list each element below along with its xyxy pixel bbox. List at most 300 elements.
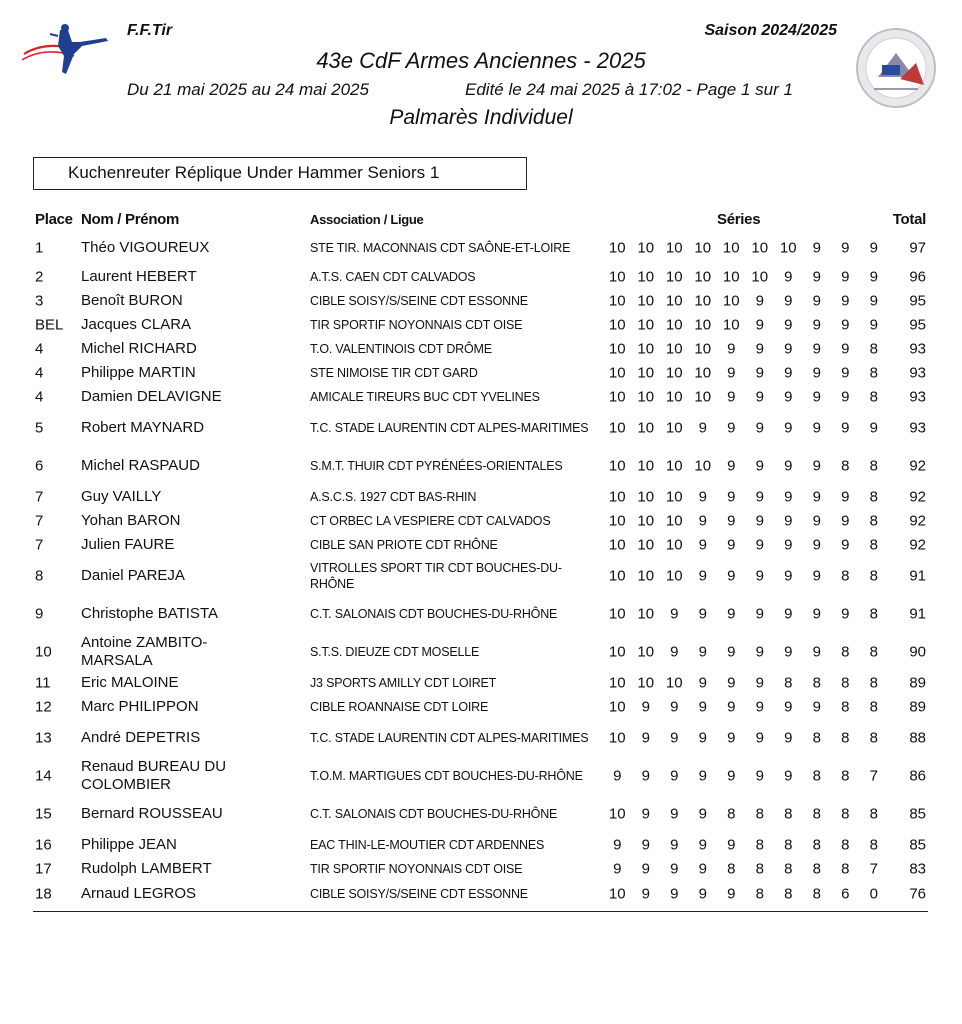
series-score: 10 <box>608 885 626 903</box>
series-score: 10 <box>608 364 626 382</box>
series-score: 10 <box>608 805 626 823</box>
association-cell: TIR SPORTIF NOYONNAIS CDT OISE <box>310 862 523 876</box>
series-cells <box>603 317 888 334</box>
series-cells <box>603 389 888 406</box>
name-cell: Philippe JEAN <box>81 836 177 853</box>
event-title: 43e CdF Armes Anciennes - 2025 <box>316 48 646 73</box>
series-score: 8 <box>727 860 736 878</box>
series-score: 9 <box>698 698 707 716</box>
total-cell: 93 <box>909 340 926 358</box>
association-cell: CIBLE SOISY/S/SEINE CDT ESSONNE <box>310 887 528 901</box>
table-row <box>33 337 928 361</box>
series-score: 9 <box>670 885 679 903</box>
series-score: 9 <box>698 419 707 437</box>
federation-name: F.F.Tir <box>127 22 173 39</box>
series-score: 10 <box>694 268 712 286</box>
association-cell: STE NIMOISE TIR CDT GARD <box>310 366 478 380</box>
series-score: 9 <box>755 419 764 437</box>
series-score: 9 <box>670 605 679 623</box>
series-score: 9 <box>641 805 650 823</box>
series-score: 9 <box>784 767 793 785</box>
series-score: 9 <box>812 316 821 334</box>
series-score: 9 <box>784 419 793 437</box>
series-score: 10 <box>637 567 655 585</box>
series-cells <box>603 699 888 716</box>
name-cell: Antoine ZAMBITO-MARSALA <box>81 634 208 669</box>
series-score: 10 <box>608 488 626 506</box>
series-score: 9 <box>755 488 764 506</box>
series-score: 10 <box>751 268 769 286</box>
association-cell: S.M.T. THUIR CDT PYRÉNÉES-ORIENTALES <box>310 459 563 473</box>
place-cell: 4 <box>35 340 44 358</box>
series-score: 9 <box>812 292 821 310</box>
series-score: 8 <box>869 567 878 585</box>
series-score: 8 <box>812 767 821 785</box>
series-score: 10 <box>694 239 712 257</box>
series-score: 9 <box>784 567 793 585</box>
name-cell: Marc PHILIPPON <box>81 698 199 715</box>
association-cell: T.C. STADE LAURENTIN CDT ALPES-MARITIMES <box>310 731 589 745</box>
table-row <box>33 671 928 695</box>
table-row <box>33 719 928 757</box>
association-cell: A.T.S. CAEN CDT CALVADOS <box>310 270 476 284</box>
series-score: 9 <box>727 419 736 437</box>
series-score: 10 <box>608 567 626 585</box>
series-score: 9 <box>784 340 793 358</box>
series-score: 9 <box>812 536 821 554</box>
series-score: 9 <box>784 536 793 554</box>
series-score: 9 <box>869 239 878 257</box>
col-total-header: Total <box>892 211 926 228</box>
series-score: 9 <box>727 340 736 358</box>
category-title: Kuchenreuter Réplique Under Hammer Seniors 1 <box>33 157 527 190</box>
series-score: 9 <box>727 364 736 382</box>
series-score: 8 <box>841 767 850 785</box>
total-cell: 93 <box>909 419 926 437</box>
col-assoc-header: Association / Ligue <box>310 212 424 227</box>
series-score: 9 <box>841 388 850 406</box>
place-cell: 2 <box>35 268 44 286</box>
table-row <box>33 485 928 509</box>
series-score: 8 <box>869 388 878 406</box>
series-score: 10 <box>608 674 626 692</box>
association-cell: CIBLE ROANNAISE CDT LOIRE <box>310 700 489 714</box>
series-score: 9 <box>755 536 764 554</box>
series-score: 9 <box>784 512 793 530</box>
series-score: 8 <box>869 340 878 358</box>
series-score: 10 <box>694 388 712 406</box>
association-cell: AMICALE TIREURS BUC CDT YVELINES <box>310 390 540 404</box>
association-cell: CIBLE SAN PRIOTE CDT RHÔNE <box>310 538 498 552</box>
series-score: 9 <box>670 698 679 716</box>
series-score: 9 <box>755 316 764 334</box>
series-score: 9 <box>812 239 821 257</box>
place-cell: 15 <box>35 805 52 823</box>
series-score: 9 <box>812 512 821 530</box>
total-cell: 92 <box>909 536 926 554</box>
name-cell: Julien FAURE <box>81 536 175 553</box>
table-body <box>33 231 928 907</box>
total-cell: 93 <box>909 388 926 406</box>
series-score: 9 <box>812 488 821 506</box>
table-row <box>33 409 928 447</box>
series-score: 9 <box>698 767 707 785</box>
series-score: 8 <box>841 698 850 716</box>
event-dates: Du 21 mai 2025 au 24 mai 2025 <box>127 80 369 99</box>
series-score: 9 <box>755 512 764 530</box>
series-score: 9 <box>641 836 650 854</box>
table-row <box>33 313 928 337</box>
series-score: 9 <box>812 419 821 437</box>
series-score: 10 <box>637 239 655 257</box>
series-score: 9 <box>698 885 707 903</box>
series-score: 8 <box>812 674 821 692</box>
place-cell: 4 <box>35 364 44 382</box>
name-cell: Rudolph LAMBERT <box>81 860 212 877</box>
series-score: 10 <box>637 488 655 506</box>
series-score: 10 <box>637 316 655 334</box>
series-score: 9 <box>841 239 850 257</box>
series-score: 10 <box>722 268 740 286</box>
series-score: 10 <box>665 536 683 554</box>
series-score: 9 <box>755 457 764 475</box>
series-score: 9 <box>727 567 736 585</box>
col-series-header: Séries <box>717 211 761 228</box>
series-score: 9 <box>641 860 650 878</box>
name-cell: Guy VAILLY <box>81 488 162 505</box>
series-score: 9 <box>698 836 707 854</box>
table-row <box>33 595 928 633</box>
association-cell: VITROLLES SPORT TIR CDT BOUCHES-DU-RHÔNE <box>310 561 562 591</box>
series-score: 8 <box>869 805 878 823</box>
series-score: 8 <box>869 836 878 854</box>
series-score: 9 <box>698 643 707 661</box>
total-cell: 95 <box>909 316 926 334</box>
series-score: 10 <box>608 457 626 475</box>
series-score: 9 <box>784 364 793 382</box>
series-score: 10 <box>722 292 740 310</box>
place-cell: 7 <box>35 512 44 530</box>
series-score: 9 <box>698 605 707 623</box>
series-score: 9 <box>841 340 850 358</box>
series-score: 9 <box>784 488 793 506</box>
place-cell: 10 <box>35 643 52 661</box>
col-name-header: Nom / Prénom <box>81 211 180 228</box>
series-score: 9 <box>841 268 850 286</box>
series-score: 8 <box>784 860 793 878</box>
col-place-header: Place <box>35 211 73 228</box>
series-score: 9 <box>812 698 821 716</box>
series-score: 10 <box>694 457 712 475</box>
series-score: 10 <box>665 567 683 585</box>
series-score: 8 <box>841 805 850 823</box>
series-score: 9 <box>755 643 764 661</box>
series-score: 8 <box>869 674 878 692</box>
series-score: 9 <box>812 388 821 406</box>
series-score: 9 <box>641 885 650 903</box>
series-score: 9 <box>727 698 736 716</box>
series-score: 10 <box>637 268 655 286</box>
series-score: 8 <box>869 457 878 475</box>
association-cell: CT ORBEC LA VESPIERE CDT CALVADOS <box>310 514 551 528</box>
series-score: 10 <box>665 674 683 692</box>
series-score: 9 <box>869 292 878 310</box>
series-score: 8 <box>869 643 878 661</box>
series-cells <box>603 458 888 475</box>
series-score: 6 <box>841 885 850 903</box>
series-score: 10 <box>665 340 683 358</box>
series-score: 9 <box>727 767 736 785</box>
name-cell: Michel RICHARD <box>81 340 197 357</box>
place-cell: 11 <box>35 674 51 692</box>
series-cells <box>603 606 888 623</box>
series-score: 10 <box>637 643 655 661</box>
series-score: 10 <box>665 364 683 382</box>
name-cell: Christophe BATISTA <box>81 605 218 622</box>
series-score: 9 <box>698 729 707 747</box>
series-score: 8 <box>841 457 850 475</box>
series-score: 9 <box>755 605 764 623</box>
series-score: 9 <box>727 885 736 903</box>
table-row <box>33 533 928 557</box>
series-score: 8 <box>812 885 821 903</box>
place-cell: 12 <box>35 698 52 716</box>
series-score: 10 <box>608 268 626 286</box>
table-row <box>33 447 928 485</box>
association-cell: J3 SPORTS AMILLY CDT LOIRET <box>310 676 497 690</box>
series-score: 10 <box>665 239 683 257</box>
name-cell: Michel RASPAUD <box>81 457 200 474</box>
series-score: 8 <box>784 805 793 823</box>
name-cell: Eric MALOINE <box>81 674 179 691</box>
total-cell: 76 <box>909 885 926 903</box>
results-table <box>33 207 928 912</box>
association-cell: CIBLE SOISY/S/SEINE CDT ESSONNE <box>310 294 528 308</box>
series-score: 10 <box>608 388 626 406</box>
association-cell: T.O.M. MARTIGUES CDT BOUCHES-DU-RHÔNE <box>310 769 583 783</box>
series-score: 10 <box>637 364 655 382</box>
series-score: 9 <box>841 364 850 382</box>
series-score: 9 <box>613 860 622 878</box>
series-score: 9 <box>784 605 793 623</box>
series-score: 8 <box>755 885 764 903</box>
series-score: 10 <box>694 364 712 382</box>
table-row <box>33 361 928 385</box>
series-score: 10 <box>637 512 655 530</box>
table-row <box>33 881 928 907</box>
series-score: 9 <box>812 364 821 382</box>
series-cells <box>603 837 888 854</box>
total-cell: 91 <box>909 567 926 585</box>
series-score: 10 <box>665 388 683 406</box>
total-cell: 89 <box>909 698 926 716</box>
series-score: 10 <box>608 316 626 334</box>
series-score: 8 <box>869 488 878 506</box>
series-score: 8 <box>869 605 878 623</box>
series-score: 9 <box>784 388 793 406</box>
series-score: 10 <box>665 268 683 286</box>
series-score: 9 <box>670 643 679 661</box>
association-cell: T.O. VALENTINOIS CDT DRÔME <box>310 342 492 356</box>
series-score: 8 <box>784 674 793 692</box>
series-score: 8 <box>812 860 821 878</box>
series-score: 9 <box>869 268 878 286</box>
series-score: 10 <box>637 419 655 437</box>
series-score: 9 <box>841 419 850 437</box>
series-score: 10 <box>751 239 769 257</box>
name-cell: Jacques CLARA <box>81 316 192 333</box>
series-cells <box>603 293 888 310</box>
name-cell: Philippe MARTIN <box>81 364 196 381</box>
series-score: 10 <box>608 698 626 716</box>
association-cell: STE TIR. MACONNAIS CDT SAÔNE-ET-LOIRE <box>310 241 571 255</box>
series-score: 9 <box>670 836 679 854</box>
total-cell: 92 <box>909 488 926 506</box>
table-row <box>33 633 928 671</box>
series-score: 9 <box>698 536 707 554</box>
series-score: 9 <box>784 643 793 661</box>
association-cell: TIR SPORTIF NOYONNAIS CDT OISE <box>310 318 523 332</box>
series-score: 9 <box>613 836 622 854</box>
place-cell: 7 <box>35 536 44 554</box>
series-score: 0 <box>869 885 878 903</box>
series-score: 10 <box>637 340 655 358</box>
series-score: 10 <box>637 292 655 310</box>
series-score: 9 <box>670 860 679 878</box>
association-cell: C.T. SALONAIS CDT BOUCHES-DU-RHÔNE <box>310 607 558 621</box>
table-row <box>33 557 928 595</box>
total-cell: 92 <box>909 512 926 530</box>
series-cells <box>603 644 888 661</box>
name-cell: Théo VIGOUREUX <box>81 239 210 256</box>
series-score: 9 <box>841 605 850 623</box>
place-cell: 4 <box>35 388 44 406</box>
series-score: 7 <box>869 860 878 878</box>
place-cell: 7 <box>35 488 44 506</box>
place-cell: 6 <box>35 457 44 475</box>
series-score: 9 <box>727 536 736 554</box>
series-score: 10 <box>608 512 626 530</box>
series-score: 9 <box>727 457 736 475</box>
name-cell: Daniel PAREJA <box>81 567 185 584</box>
table-row <box>33 757 928 795</box>
series-cells <box>603 886 888 903</box>
series-score: 10 <box>608 340 626 358</box>
series-score: 9 <box>641 729 650 747</box>
series-score: 8 <box>841 567 850 585</box>
series-score: 9 <box>784 729 793 747</box>
series-score: 9 <box>755 388 764 406</box>
association-cell: T.C. STADE LAURENTIN CDT ALPES-MARITIMES <box>310 421 589 435</box>
series-cells <box>603 861 888 878</box>
series-cells <box>603 489 888 506</box>
series-score: 10 <box>694 316 712 334</box>
series-score: 8 <box>841 643 850 661</box>
series-cells <box>603 365 888 382</box>
season-label: Saison 2024/2025 <box>704 22 837 39</box>
series-score: 9 <box>727 674 736 692</box>
series-score: 9 <box>727 605 736 623</box>
total-cell: 96 <box>909 268 926 286</box>
series-score: 8 <box>727 805 736 823</box>
series-cells <box>603 420 888 437</box>
series-cells <box>603 341 888 358</box>
series-score: 9 <box>755 364 764 382</box>
table-row <box>33 265 928 289</box>
series-score: 9 <box>841 316 850 334</box>
series-score: 10 <box>665 419 683 437</box>
series-cells <box>603 568 888 585</box>
series-score: 9 <box>698 512 707 530</box>
series-score: 9 <box>727 488 736 506</box>
series-score: 9 <box>869 419 878 437</box>
series-cells <box>603 675 888 692</box>
place-cell: 17 <box>35 860 52 878</box>
table-row <box>33 509 928 533</box>
series-score: 9 <box>670 805 679 823</box>
series-cells <box>603 768 888 785</box>
series-score: 9 <box>698 805 707 823</box>
total-cell: 89 <box>909 674 926 692</box>
series-score: 10 <box>665 292 683 310</box>
series-score: 10 <box>665 488 683 506</box>
page-title: Palmarès Individuel <box>389 106 573 129</box>
series-score: 9 <box>698 860 707 878</box>
series-score: 10 <box>608 239 626 257</box>
series-score: 10 <box>608 643 626 661</box>
series-score: 8 <box>841 836 850 854</box>
series-score: 9 <box>755 292 764 310</box>
place-cell: 14 <box>35 767 52 785</box>
series-score: 7 <box>869 767 878 785</box>
series-score: 9 <box>755 674 764 692</box>
series-score: 10 <box>637 674 655 692</box>
series-score: 10 <box>722 316 740 334</box>
name-cell: Yohan BARON <box>81 512 181 529</box>
table-row <box>33 695 928 719</box>
total-cell: 85 <box>909 836 926 854</box>
series-score: 9 <box>698 674 707 692</box>
total-cell: 95 <box>909 292 926 310</box>
series-score: 9 <box>841 536 850 554</box>
place-cell: 5 <box>35 419 44 437</box>
place-cell: BEL <box>35 316 64 334</box>
series-score: 9 <box>727 643 736 661</box>
series-score: 9 <box>755 567 764 585</box>
series-score: 8 <box>755 805 764 823</box>
series-score: 9 <box>812 457 821 475</box>
series-score: 10 <box>665 512 683 530</box>
association-cell: C.T. SALONAIS CDT BOUCHES-DU-RHÔNE <box>310 807 558 821</box>
series-score: 9 <box>613 767 622 785</box>
series-score: 10 <box>665 316 683 334</box>
series-score: 9 <box>812 643 821 661</box>
table-row <box>33 795 928 833</box>
series-score: 9 <box>755 767 764 785</box>
series-cells <box>603 806 888 823</box>
series-score: 9 <box>755 340 764 358</box>
series-score: 9 <box>641 767 650 785</box>
name-cell: Damien DELAVIGNE <box>81 388 222 405</box>
series-score: 8 <box>869 698 878 716</box>
table-row <box>33 289 928 313</box>
series-score: 10 <box>694 292 712 310</box>
series-score: 10 <box>665 457 683 475</box>
series-score: 10 <box>637 457 655 475</box>
series-score: 8 <box>841 860 850 878</box>
name-cell: Robert MAYNARD <box>81 419 205 436</box>
series-cells <box>603 537 888 554</box>
